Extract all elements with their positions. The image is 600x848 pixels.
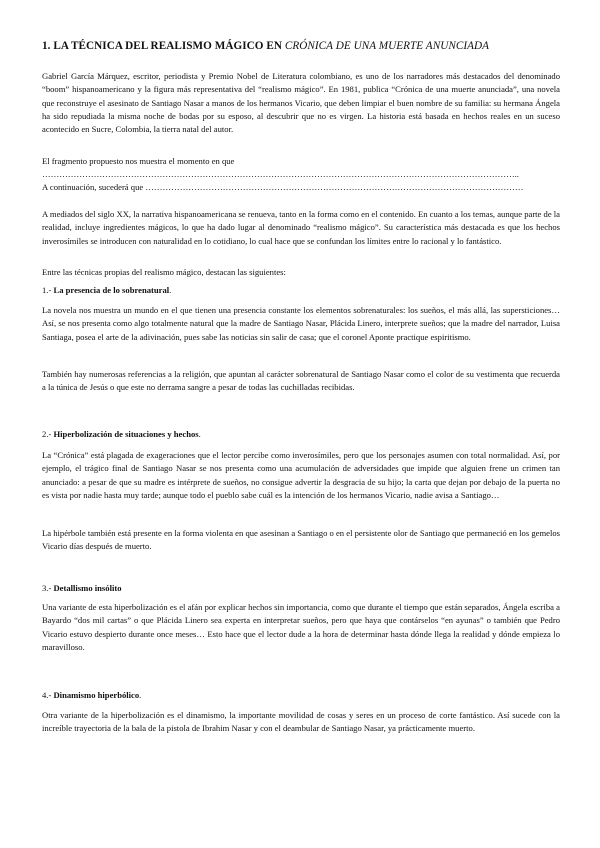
section-paragraph: Una variante de esta hiperbolización es el afán por explicar hechos sin importancia, como que durante el tiempo que están separados, Ángela escriba a Bayardo “dos mil cartas” o que Plácida Linero sea experta en interpretar sueños, pero que haya que contárselos “en ayunas” o también que Pedro Vicario estuvo despierto durante once meses… Esto hace que el lector dude a la hora de determinar hasta dónde llega la realidad y dónde empieza lo maravilloso. [42,602,560,652]
page-title [42,40,562,53]
context-paragraph: A mediados del siglo XX, la narrativa hispanoamericana se renueva, tanto en la forma como en el contenido. En cuanto a los temas, aunque parte de la realidad, incluye ingredientes mágicos, lo que ha dado lugar al denominado “realismo mágico”. Su característica más destacada es que los hechos inverosímiles se introducen con naturalidad en lo cotidiano, lo cual hace que se confundan los límites entre lo racional y lo fantástico. [42,209,560,246]
section-number: 4.- [42,690,52,700]
section-heading-3 [42,582,122,595]
fill-in-prompt-1: El fragmento propuesto nos muestra el momento en que [42,156,235,166]
section-title: La presencia de lo sobrenatural [53,285,170,295]
section-paragraph: La “Crónica” está plagada de exageraciones que el lector percibe como inverosímiles, pero que los personajes asumen con total normalidad. Así, por ejemplo, el trágico final de Santiago Nasar se nos presenta como una acumulación de adversidades que impide que alguien frene un crimen tan anunciado: a pesar de que su madre es intérprete de sueños, no consigue advertir la desgracia de su hijo; la carta que dejan por debajo de la puerta no es vista por nadie hasta muy tarde; aunque todo el pueblo sabe cuál es la intención de los hermanos Vicario, nadie avisa a Santiago… [42,450,560,500]
section-number: 2.- [42,429,52,439]
section-paragraph: La hipérbole también está presente en la forma violenta en que asesinan a Santiago o en el persistente olor de Santiago que permaneció en los gemelos Vicario días después de muerto. [42,528,560,552]
section-paragraph: La novela nos muestra un mundo en el que tienen una presencia constante los elementos sobrenaturales: los sueños, el más allá, las supersticiones… Así, se nos presenta como algo totalmente natural que la madre de Santiago Nasar, Plácida Linero, interprete sueños; que la madre del narrador, Luisa Santiaga, posea el arte de la adivinación, pues sabe las noticias sin salir de casa; que el coronel Aponte practique espiritismo. [42,305,560,342]
fill-in-prompt-2: A continuación, sucederá que …………………………………………………………………………………………………………………… [42,182,524,192]
section-heading-2: 2.- Hiperbolización de situaciones y hechos. [42,429,201,439]
fill-in-dotted-line: ………………………………………………………………………………………………………………………………………………….. [42,169,519,179]
techniques-intro: Entre las técnicas propias del realismo mágico, destacan las siguientes: [42,267,286,277]
intro-paragraph: Gabriel García Márquez, escritor, periodista y Premio Nobel de Literatura colombiano, es uno de los narradores más destacados del denominado “boom” hispanoamericano y la figura más representativa del “realismo mágico”. En 1981, publica “Crónica de una muerte anunciada”, una novela que reconstruye el asesinato de Santiago Nasar a manos de los hermanos Vicario, que deben limpiar el buen nombre de su familia: su hermana Ángela ha sido repudiada la misma noche de bodas por su esposo, al descubrir que no es virgen. La historia está basada en hechos reales en un suceso acontecido en Sucre, Colombia, la tierra natal del autor. [42,71,560,135]
section-title: Dinamismo hiperbólico [53,690,140,700]
section-paragraph: También hay numerosas referencias a la religión, que apuntan al carácter sobrenatural de Santiago Nasar como el color de su vestimenta que recuerda a la túnica de Jesús o que este no derrama sangre a pesar de todas las cuchilladas recibidas. [42,369,560,393]
section-title: Hiperbolización de situaciones y hechos [53,429,199,439]
title-main: 1. LA TÉCNICA DEL REALISMO MÁGICO EN [42,40,282,52]
section-number: 3.- [42,583,52,593]
section-heading-1: 1.- La presencia de lo sobrenatural. [42,285,172,295]
section-title: Detallismo insólito [53,583,122,593]
title-italic: CRÓNICA DE UNA MUERTE ANUNCIADA [284,40,490,52]
section-paragraph: Otra variante de la hiperbolización es el dinamismo, la importante movilidad de cosas y seres en un proceso de corte fantástico. Así sucede con la increíble trayectoria de la bala de la pistola de Ibrahim Nasar y con el deambular de Santiago Nasar, ya prácticamente muerto. [42,710,560,734]
section-number: 1.- [42,285,52,295]
section-heading-4: 4.- Dinamismo hiperbólico. [42,690,142,700]
